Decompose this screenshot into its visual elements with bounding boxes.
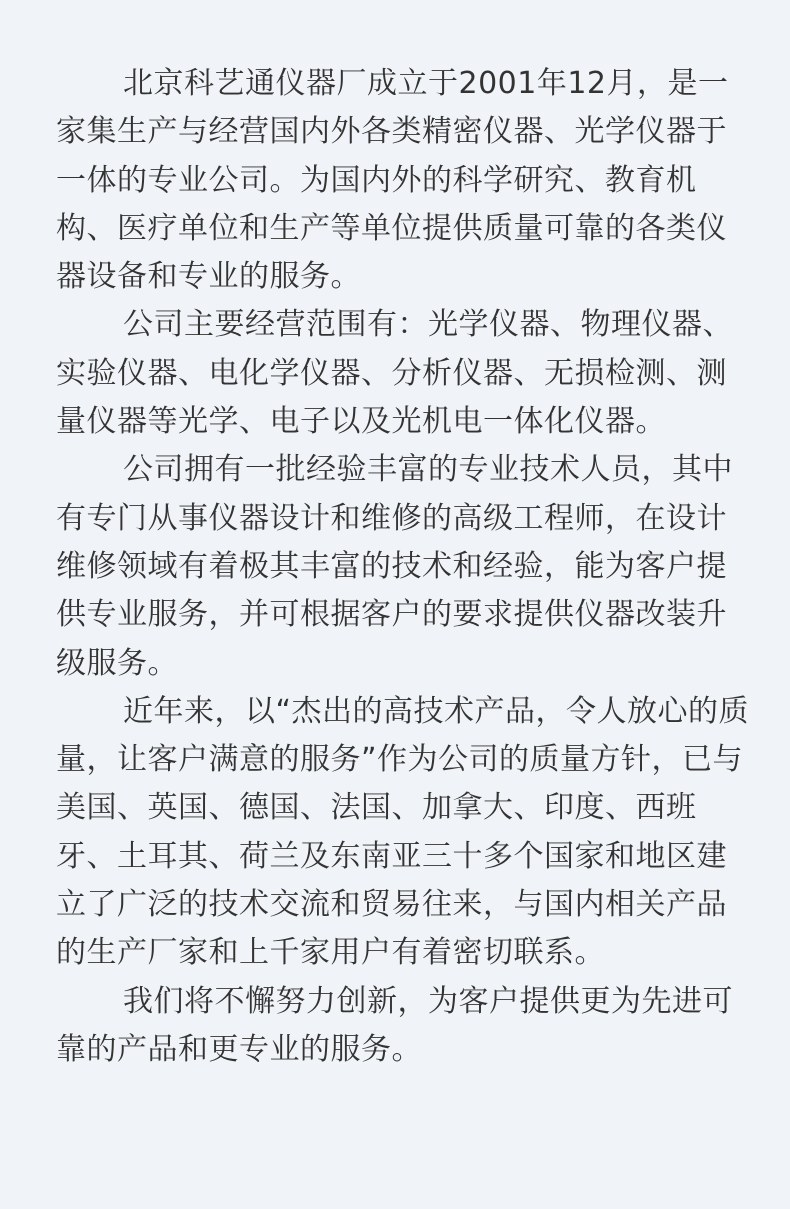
company-introduction — [56, 60, 756, 1074]
paragraph-quality-policy: 近年来，以“杰出的高技术产品，令人放心的质量，让客户满意的服务”作为公司的质量方针，已与美国、英国、德国、法国、加拿大、印度、西班牙、土耳其、荷兰及东南亚三十多个国家和地区建立了广泛的技术交流和贸易往来，与国内相关产品的生产厂家和上千家用户有着密切联系。 — [56, 693, 750, 971]
paragraph-commitment: 我们将不懈努力创新，为客户提供更为先进可靠的产品和更专业的服务。 — [56, 983, 733, 1067]
paragraph-technical-staff: 公司拥有一批经验丰富的专业技术人员，其中有专门从事仪器设计和维修的高级工程师，在设计维修领域有着极其丰富的技术和经验，能为客户提供专业服务，并可根据客户的要求提供仪器改装升级服务。 — [56, 452, 733, 681]
paragraph-business-scope: 公司主要经营范围有：光学仪器、物理仪器、实验仪器、电化学仪器、分析仪器、无损检测、测量仪器等光学、电子以及光机电一体化仪器。 — [56, 307, 733, 440]
paragraph-founding: 北京科艺通仪器厂成立于2001年12月，是一家集生产与经营国内外各类精密仪器、光学仪器于一体的专业公司。为国内外的科学研究、教育机构、医疗单位和生产等单位提供质量可靠的各类仪器设备和专业的服务。 — [56, 66, 729, 295]
